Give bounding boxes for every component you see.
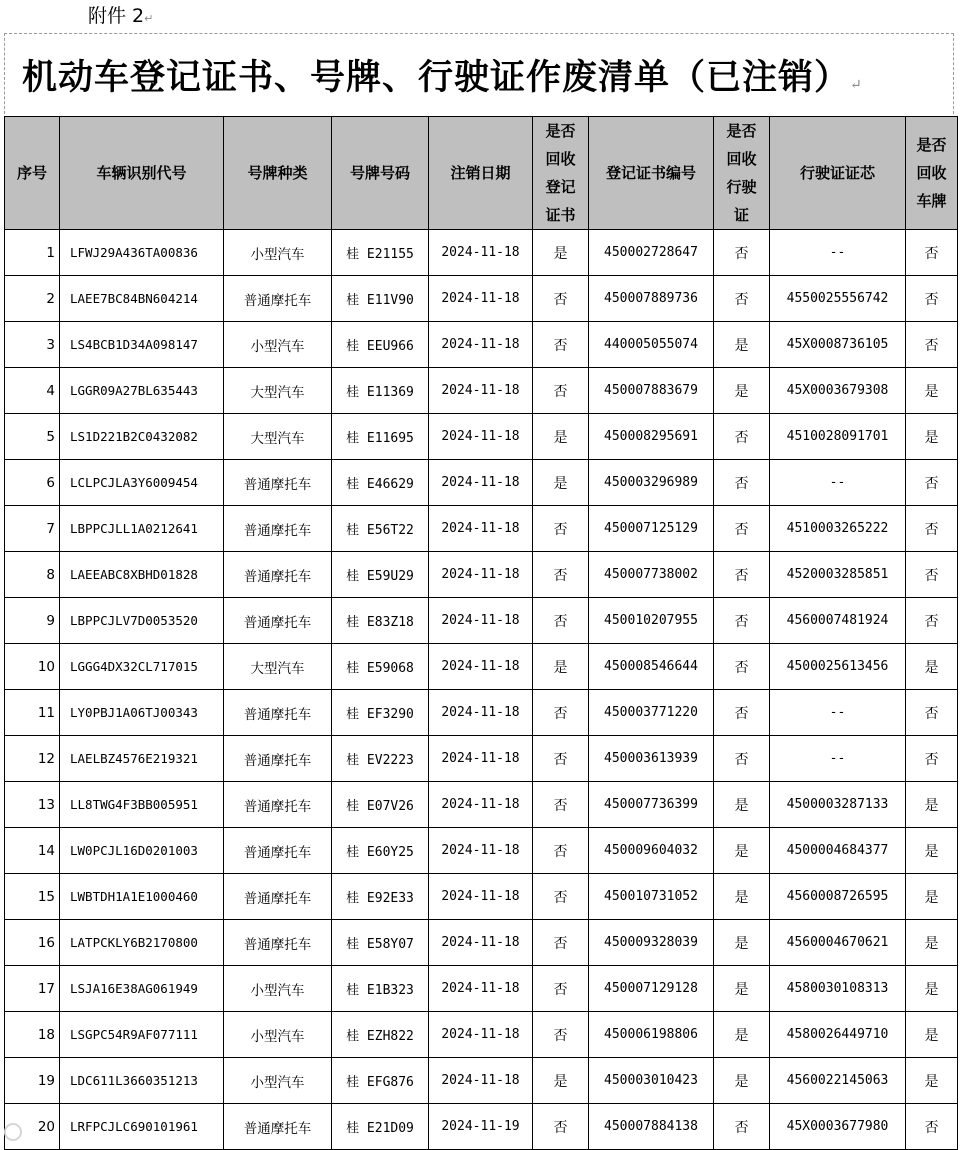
cert-recovered-cell: 否: [533, 782, 589, 828]
cert-recovered-cell: 否: [533, 966, 589, 1012]
plate-number-cell: 桂 E11695: [332, 414, 429, 460]
table-row: [5, 414, 958, 460]
vin-cell: LATPCKLY6B2170800: [60, 920, 224, 966]
plate-number-cell: 桂 E1B323: [332, 966, 429, 1012]
cancel-date-cell: 2024-11-18: [429, 690, 533, 736]
vin-cell: LDC611L3660351213: [60, 1058, 224, 1104]
plate-number-cell: 桂 E59U29: [332, 552, 429, 598]
row-number: 10: [5, 644, 60, 690]
plate-recovered-cell: 是: [906, 414, 958, 460]
plate-recovered-cell: 否: [906, 230, 958, 276]
cancel-date-cell: 2024-11-18: [429, 506, 533, 552]
row-number: 3: [5, 322, 60, 368]
table-row: [5, 230, 958, 276]
license-recovered-cell: 否: [714, 598, 770, 644]
cancel-date-cell: 2024-11-18: [429, 782, 533, 828]
table-row: [5, 506, 958, 552]
plate-recovered-cell: 是: [906, 782, 958, 828]
plate-type-cell: 普通摩托车: [224, 828, 332, 874]
plate-number-cell: 桂 E56T22: [332, 506, 429, 552]
column-header: 是否 回收 登记 证书: [533, 117, 589, 230]
row-number: 17: [5, 966, 60, 1012]
plate-number-cell: 桂 E21155: [332, 230, 429, 276]
cancel-date-cell: 2024-11-18: [429, 276, 533, 322]
row-number: 16: [5, 920, 60, 966]
plate-type-cell: 小型汽车: [224, 966, 332, 1012]
plate-number-cell: 桂 E07V26: [332, 782, 429, 828]
cert-number-cell: 450007129128: [589, 966, 714, 1012]
table-row: [5, 276, 958, 322]
plate-number-cell: 桂 EFG876: [332, 1058, 429, 1104]
cert-number-cell: 450003296989: [589, 460, 714, 506]
license-core-cell: 4580026449710: [770, 1012, 906, 1058]
table-row: [5, 1012, 958, 1058]
license-core-cell: 4560007481924: [770, 598, 906, 644]
plate-type-cell: 小型汽车: [224, 230, 332, 276]
cancel-date-cell: 2024-11-18: [429, 920, 533, 966]
plate-recovered-cell: 否: [906, 322, 958, 368]
cert-number-cell: 450008546644: [589, 644, 714, 690]
vin-cell: LGGG4DX32CL717015: [60, 644, 224, 690]
license-core-cell: 4520003285851: [770, 552, 906, 598]
cancel-date-cell: 2024-11-18: [429, 598, 533, 644]
watermark: [4, 1118, 114, 1144]
vin-cell: LSGPC54R9AF077111: [60, 1012, 224, 1058]
cancel-date-cell: 2024-11-18: [429, 736, 533, 782]
license-recovered-cell: 否: [714, 276, 770, 322]
plate-type-cell: 普通摩托车: [224, 920, 332, 966]
plate-recovered-cell: 是: [906, 1058, 958, 1104]
table-row: [5, 736, 958, 782]
plate-number-cell: 桂 E92E33: [332, 874, 429, 920]
plate-type-cell: 普通摩托车: [224, 276, 332, 322]
cancel-date-cell: 2024-11-18: [429, 828, 533, 874]
license-core-cell: 4560008726595: [770, 874, 906, 920]
column-header: 号牌号码: [332, 117, 429, 230]
plate-recovered-cell: 是: [906, 828, 958, 874]
cert-number-cell: 450007889736: [589, 276, 714, 322]
cert-recovered-cell: 否: [533, 828, 589, 874]
cert-recovered-cell: 否: [533, 598, 589, 644]
vehicle-cancellation-table: [4, 116, 958, 1150]
license-core-cell: --: [770, 736, 906, 782]
license-recovered-cell: 否: [714, 644, 770, 690]
table-row: [5, 644, 958, 690]
row-number: 4: [5, 368, 60, 414]
vin-cell: LW0PCJL16D0201003: [60, 828, 224, 874]
plate-number-cell: 桂 EV2223: [332, 736, 429, 782]
license-core-cell: 4510028091701: [770, 414, 906, 460]
plate-type-cell: 普通摩托车: [224, 552, 332, 598]
cancel-date-cell: 2024-11-18: [429, 644, 533, 690]
column-header: 是否 回收 车牌: [906, 117, 958, 230]
column-header: 号牌种类: [224, 117, 332, 230]
cancel-date-cell: 2024-11-18: [429, 368, 533, 414]
cert-number-cell: 450003613939: [589, 736, 714, 782]
plate-number-cell: 桂 E46629: [332, 460, 429, 506]
plate-number-cell: 桂 EZH822: [332, 1012, 429, 1058]
license-recovered-cell: 是: [714, 782, 770, 828]
license-core-cell: 4560022145063: [770, 1058, 906, 1104]
vin-cell: LAEEABC8XBHD01828: [60, 552, 224, 598]
plate-number-cell: 桂 EEU966: [332, 322, 429, 368]
row-number: 14: [5, 828, 60, 874]
cert-number-cell: 450007125129: [589, 506, 714, 552]
table-row: [5, 874, 958, 920]
cert-recovered-cell: 是: [533, 644, 589, 690]
vin-cell: LBPPCJLL1A0212641: [60, 506, 224, 552]
plate-type-cell: 小型汽车: [224, 1058, 332, 1104]
watermark-icon: [4, 1123, 22, 1141]
license-recovered-cell: 否: [714, 506, 770, 552]
vin-cell: LL8TWG4F3BB005951: [60, 782, 224, 828]
plate-type-cell: 小型汽车: [224, 322, 332, 368]
cert-recovered-cell: 否: [533, 368, 589, 414]
column-header: 是否 回收 行驶 证: [714, 117, 770, 230]
plate-recovered-cell: 是: [906, 368, 958, 414]
cert-number-cell: 450009604032: [589, 828, 714, 874]
cert-number-cell: 450003771220: [589, 690, 714, 736]
row-number: 11: [5, 690, 60, 736]
column-header: 登记证书编号: [589, 117, 714, 230]
cert-recovered-cell: 否: [533, 552, 589, 598]
row-number: 15: [5, 874, 60, 920]
document-title: 机动车登记证书、号牌、行驶证作废清单（已注销）↵: [22, 57, 863, 98]
table-row: [5, 828, 958, 874]
license-recovered-cell: 否: [714, 460, 770, 506]
cert-recovered-cell: 是: [533, 414, 589, 460]
license-recovered-cell: 是: [714, 966, 770, 1012]
vin-cell: LAEE7BC84BN604214: [60, 276, 224, 322]
vin-cell: LRFPCJLC690101961: [60, 1104, 224, 1150]
cancel-date-cell: 2024-11-18: [429, 966, 533, 1012]
table-row: [5, 966, 958, 1012]
plate-recovered-cell: 是: [906, 644, 958, 690]
license-core-cell: 4500004684377: [770, 828, 906, 874]
table-row: [5, 690, 958, 736]
cancel-date-cell: 2024-11-18: [429, 874, 533, 920]
cert-number-cell: 450007738002: [589, 552, 714, 598]
column-header: 注销日期: [429, 117, 533, 230]
plate-recovered-cell: 是: [906, 874, 958, 920]
table-row: [5, 368, 958, 414]
column-header: 序号: [5, 117, 60, 230]
cert-recovered-cell: 否: [533, 1012, 589, 1058]
plate-number-cell: 桂 E83Z18: [332, 598, 429, 644]
attachment-label: 附件 2↵: [88, 5, 154, 27]
cert-recovered-cell: 否: [533, 506, 589, 552]
license-recovered-cell: 否: [714, 230, 770, 276]
cert-recovered-cell: 否: [533, 322, 589, 368]
plate-type-cell: 普通摩托车: [224, 690, 332, 736]
plate-type-cell: 大型汽车: [224, 644, 332, 690]
license-core-cell: 4510003265222: [770, 506, 906, 552]
cancel-date-cell: 2024-11-18: [429, 322, 533, 368]
license-recovered-cell: 是: [714, 828, 770, 874]
license-core-cell: 45X0003677980: [770, 1104, 906, 1150]
license-recovered-cell: 否: [714, 690, 770, 736]
cancel-date-cell: 2024-11-18: [429, 230, 533, 276]
vin-cell: LY0PBJ1A06TJ00343: [60, 690, 224, 736]
plate-type-cell: 普通摩托车: [224, 506, 332, 552]
cert-number-cell: 450010731052: [589, 874, 714, 920]
table-row: [5, 598, 958, 644]
cert-number-cell: 450008295691: [589, 414, 714, 460]
table-row: [5, 460, 958, 506]
row-number: 20: [5, 1104, 60, 1150]
license-core-cell: 4560004670621: [770, 920, 906, 966]
plate-type-cell: 大型汽车: [224, 414, 332, 460]
license-recovered-cell: 是: [714, 920, 770, 966]
license-core-cell: 4550025556742: [770, 276, 906, 322]
row-number: 18: [5, 1012, 60, 1058]
cancel-date-cell: 2024-11-18: [429, 414, 533, 460]
plate-recovered-cell: 是: [906, 966, 958, 1012]
license-core-cell: --: [770, 460, 906, 506]
vin-cell: LSJA16E38AG061949: [60, 966, 224, 1012]
table-row: [5, 322, 958, 368]
vin-cell: LBPPCJLV7D0053520: [60, 598, 224, 644]
plate-number-cell: 桂 E59068: [332, 644, 429, 690]
plate-recovered-cell: 否: [906, 552, 958, 598]
cert-recovered-cell: 是: [533, 460, 589, 506]
license-core-cell: 45X0003679308: [770, 368, 906, 414]
cert-number-cell: 450002728647: [589, 230, 714, 276]
plate-recovered-cell: 否: [906, 690, 958, 736]
cert-recovered-cell: 否: [533, 736, 589, 782]
cert-number-cell: 450010207955: [589, 598, 714, 644]
license-core-cell: 4500025613456: [770, 644, 906, 690]
plate-type-cell: 普通摩托车: [224, 782, 332, 828]
table-body: [5, 230, 958, 1150]
license-recovered-cell: 是: [714, 874, 770, 920]
table-row: [5, 920, 958, 966]
license-core-cell: --: [770, 690, 906, 736]
table-row: [5, 552, 958, 598]
cancel-date-cell: 2024-11-18: [429, 460, 533, 506]
plate-recovered-cell: 否: [906, 1104, 958, 1150]
vin-cell: LCLPCJLA3Y6009454: [60, 460, 224, 506]
vin-cell: LGGR09A27BL635443: [60, 368, 224, 414]
table-row: [5, 782, 958, 828]
cancel-date-cell: 2024-11-19: [429, 1104, 533, 1150]
cert-number-cell: 450007884138: [589, 1104, 714, 1150]
plate-recovered-cell: 是: [906, 920, 958, 966]
plate-recovered-cell: 否: [906, 460, 958, 506]
license-core-cell: 4580030108313: [770, 966, 906, 1012]
vin-cell: LFWJ29A436TA00836: [60, 230, 224, 276]
row-number: 1: [5, 230, 60, 276]
vin-cell: LS1D221B2C0432082: [60, 414, 224, 460]
cert-number-cell: 440005055074: [589, 322, 714, 368]
plate-recovered-cell: 否: [906, 598, 958, 644]
vin-cell: LS4BCB1D34A098147: [60, 322, 224, 368]
plate-number-cell: 桂 E60Y25: [332, 828, 429, 874]
cert-recovered-cell: 否: [533, 690, 589, 736]
plate-type-cell: 普通摩托车: [224, 874, 332, 920]
plate-recovered-cell: 否: [906, 736, 958, 782]
plate-number-cell: 桂 E11369: [332, 368, 429, 414]
plate-recovered-cell: 是: [906, 1012, 958, 1058]
cancel-date-cell: 2024-11-18: [429, 1058, 533, 1104]
license-recovered-cell: 是: [714, 368, 770, 414]
cert-recovered-cell: 否: [533, 1104, 589, 1150]
plate-recovered-cell: 否: [906, 276, 958, 322]
plate-number-cell: 桂 EF3290: [332, 690, 429, 736]
row-number: 6: [5, 460, 60, 506]
plate-type-cell: 普通摩托车: [224, 598, 332, 644]
plate-number-cell: 桂 E11V90: [332, 276, 429, 322]
plate-type-cell: 普通摩托车: [224, 736, 332, 782]
vin-cell: LWBTDH1A1E1000460: [60, 874, 224, 920]
column-header: 行驶证证芯: [770, 117, 906, 230]
plate-type-cell: 大型汽车: [224, 368, 332, 414]
cert-recovered-cell: 是: [533, 1058, 589, 1104]
license-recovered-cell: 否: [714, 414, 770, 460]
license-recovered-cell: 否: [714, 736, 770, 782]
license-recovered-cell: 否: [714, 1104, 770, 1150]
license-recovered-cell: 是: [714, 322, 770, 368]
plate-number-cell: 桂 E58Y07: [332, 920, 429, 966]
license-recovered-cell: 是: [714, 1058, 770, 1104]
cert-number-cell: 450003010423: [589, 1058, 714, 1104]
plate-type-cell: 小型汽车: [224, 1012, 332, 1058]
cert-recovered-cell: 否: [533, 276, 589, 322]
cert-number-cell: 450007736399: [589, 782, 714, 828]
license-recovered-cell: 否: [714, 552, 770, 598]
license-recovered-cell: 是: [714, 1012, 770, 1058]
column-header: 车辆识别代号: [60, 117, 224, 230]
row-number: 5: [5, 414, 60, 460]
row-number: 12: [5, 736, 60, 782]
license-core-cell: --: [770, 230, 906, 276]
row-number: 8: [5, 552, 60, 598]
cancel-date-cell: 2024-11-18: [429, 1012, 533, 1058]
row-number: 13: [5, 782, 60, 828]
cert-number-cell: 450007883679: [589, 368, 714, 414]
table-row: [5, 1058, 958, 1104]
plate-recovered-cell: 否: [906, 506, 958, 552]
cert-number-cell: 450009328039: [589, 920, 714, 966]
plate-number-cell: 桂 E21D09: [332, 1104, 429, 1150]
row-number: 9: [5, 598, 60, 644]
plate-type-cell: 普通摩托车: [224, 1104, 332, 1150]
row-number: 7: [5, 506, 60, 552]
cert-recovered-cell: 否: [533, 920, 589, 966]
table-header-row: [5, 117, 958, 230]
row-number: 2: [5, 276, 60, 322]
license-core-cell: 4500003287133: [770, 782, 906, 828]
cert-recovered-cell: 否: [533, 874, 589, 920]
license-core-cell: 45X0008736105: [770, 322, 906, 368]
table-row: [5, 1104, 958, 1150]
vin-cell: LAELBZ4576E219321: [60, 736, 224, 782]
plate-type-cell: 普通摩托车: [224, 460, 332, 506]
cert-number-cell: 450006198806: [589, 1012, 714, 1058]
cert-recovered-cell: 是: [533, 230, 589, 276]
row-number: 19: [5, 1058, 60, 1104]
cancel-date-cell: 2024-11-18: [429, 552, 533, 598]
